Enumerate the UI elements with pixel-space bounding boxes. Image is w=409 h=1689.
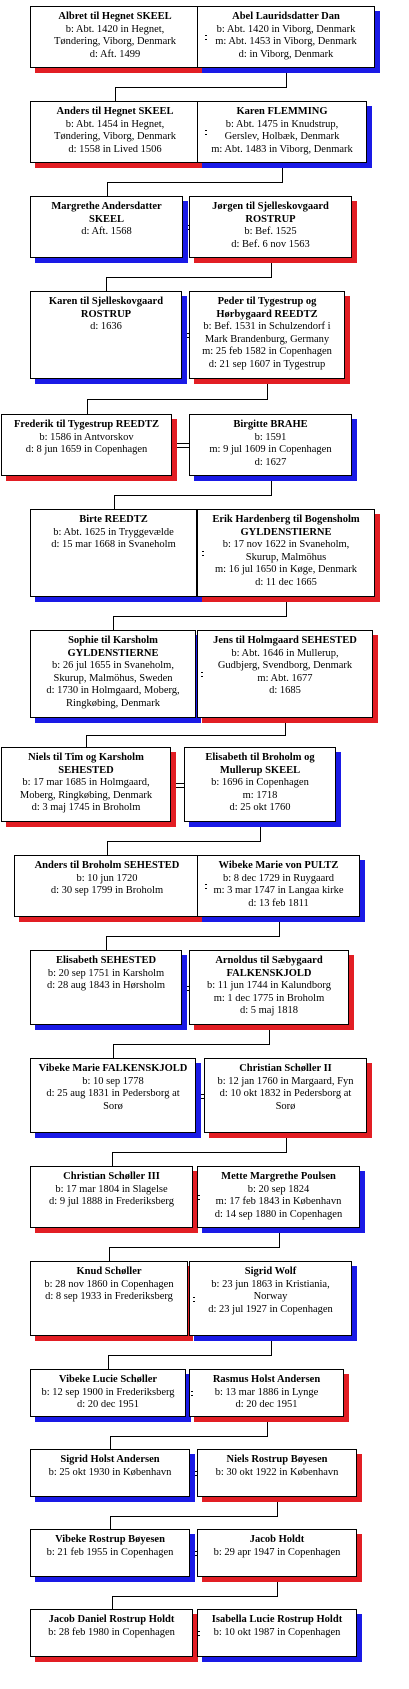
person-detail: d: 1685 [269,685,301,696]
person-detail: d: 11 dec 1665 [255,576,317,588]
marriage-line [191,1391,193,1392]
person-name: Arnoldus til Sæbygaard FALKENSKJOLD [215,955,323,979]
person-detail: d: Aft. 1568 [81,226,132,237]
descent-line [106,936,280,937]
descent-line [112,1596,113,1609]
descent-line [110,1516,111,1529]
person-box[interactable] [189,291,345,379]
person-box[interactable] [14,855,200,917]
person-name: Mette Margrethe Poulsen [221,1171,336,1182]
person-box[interactable] [189,1261,352,1336]
person-detail: Mark Brandenburg, Germany [204,333,330,345]
person-detail: b: 30 okt 1922 in København [215,1466,339,1478]
person-box[interactable] [197,855,360,917]
person-detail: b: 17 mar 1804 in Slagelse [55,1183,168,1195]
marriage-line [191,1395,193,1396]
marriage-line [187,990,189,991]
person-name: Anders til Broholm SEHESTED [34,860,180,871]
person-detail: b: 1696 in Copenhagen [211,777,309,788]
person-name: Jacob Daniel Rostrup Holdt [48,1614,175,1625]
marriage-line [177,443,189,444]
marriage-line [176,783,184,784]
person-detail: Moberg, Ringkøbing, Denmark [19,789,153,801]
marriage-line [201,1098,204,1099]
person-detail: b: 10 okt 1987 in Copenhagen [213,1626,341,1638]
person-name: Niels til Tim og Karsholm SEHESTED [28,752,144,776]
descent-line [279,1233,280,1247]
person-name: Sigrid Holst Andersen [60,1454,160,1465]
person-detail: m: 17 feb 1843 in København [215,1196,342,1207]
descent-line [109,1247,280,1248]
person-box[interactable] [184,747,336,822]
person-detail: Skurup, Malmöhus [245,551,327,563]
person-detail: m: Abt. 1453 in Viborg, Denmark [215,36,357,47]
marriage-line [198,1631,200,1632]
person-detail: b: 11 jun 1744 in Kalundborg [207,980,331,991]
person-detail: b: Abt. 1454 in Hegnet, [65,118,165,130]
person-box[interactable] [204,1058,367,1133]
descent-line [115,87,287,88]
person-detail: b: 17 mar 1685 in Holmgaard, [22,777,150,788]
descent-line [260,827,261,841]
person-name: Erik Hardenberg til Bogensholm GYLDENSTIERNE [212,514,360,538]
marriage-line [201,1094,204,1095]
person-name: Rasmus Holst Andersen [212,1374,321,1385]
person-detail: m: Abt. 1483 in Viborg, Denmark [211,143,353,155]
descent-line [86,735,286,736]
descent-line [285,723,286,735]
descent-line [267,1422,268,1436]
marriage-line [195,1475,197,1476]
person-detail: b: 25 okt 1930 in København [48,1466,172,1478]
person-box[interactable] [197,1529,357,1577]
marriage-line [198,1199,200,1200]
person-detail: b: 1591 [254,431,287,443]
person-box[interactable] [30,1529,190,1577]
marriage-line [195,1555,197,1556]
person-name: Birte REEDTZ [79,514,148,525]
person-name: Karen FLEMMING [236,106,328,117]
descent-line [108,1355,272,1356]
descent-line [107,841,108,855]
descent-line [109,1247,110,1261]
person-detail: d: 3 maj 1745 in Broholm [31,802,141,813]
person-detail: d: 23 jul 1927 in Copenhagen [208,1303,333,1315]
person-name: Jacob Holdt [249,1534,305,1545]
person-detail: d: 10 okt 1832 in Pedersborg at [219,1088,352,1099]
person-detail: d: 1558 in Lived 1506 [68,143,162,155]
marriage-line [201,672,203,673]
person-detail: Gudbjerg, Svendborg, Denmark [217,660,353,671]
person-detail: d: 21 sep 1607 in Tygestrup [208,358,326,370]
person-name: Isabella Lucie Rostrup Holdt [211,1614,343,1625]
descent-line [110,1516,278,1517]
descent-line [112,1152,113,1166]
descent-line [277,1502,278,1516]
marriage-line [193,1301,195,1302]
person-detail: b: 26 jul 1655 in Svaneholm, [52,660,174,671]
descent-line [107,182,283,183]
person-detail: d: 15 mar 1668 in Svaneholm [51,539,176,550]
person-detail: b: Abt. 1420 in Hegnet, [65,23,165,35]
marriage-line [188,225,190,226]
descent-line [271,1341,272,1355]
person-name: Karen til Sjelleskovgaard ROSTRUP [48,296,164,320]
person-detail: Tøndering, Viborg, Denmark [53,36,177,47]
person-detail: b: 10 sep 1778 [82,1075,144,1087]
marriage-line [195,1551,197,1552]
descent-line [271,263,272,277]
person-name: Anders til Hegnet SKEEL [56,106,174,117]
descent-line [114,495,115,509]
descent-line [86,735,87,747]
marriage-line [198,1635,200,1636]
person-box[interactable] [189,196,352,258]
person-box[interactable] [1,747,171,822]
marriage-line [187,337,189,338]
descent-line [114,495,272,496]
person-detail: b: Abt. 1475 in Knudstrup, [225,118,339,130]
person-detail: b: 17 nov 1622 in Svaneholm, [222,539,350,550]
person-box[interactable] [1,414,172,476]
marriage-line [205,39,207,40]
descent-line [107,841,261,842]
person-detail: b: 28 nov 1860 in Copenhagen [44,1278,174,1290]
descent-line [279,922,280,936]
person-box[interactable] [197,1449,357,1497]
person-detail: d: 8 sep 1933 in Frederiksberg [45,1291,173,1302]
person-detail: d: 20 dec 1951 [76,1399,140,1410]
descent-line [112,1152,287,1153]
marriage-line [202,555,204,556]
person-name: Christian Schøller III [63,1171,160,1182]
person-detail: Ringkøbing, Denmark [66,697,160,709]
person-detail: b: 10 jun 1720 [76,872,138,884]
person-box[interactable] [197,1166,360,1228]
person-name: Elisabeth til Broholm og Mullerup SKEEL [205,752,315,776]
person-box[interactable] [197,1609,357,1657]
marriage-line [176,787,184,788]
person-detail: b: 1586 in Antvorskov [39,431,134,443]
descent-line [113,616,287,617]
marriage-line [193,1297,195,1298]
person-detail: b: 13 mar 1886 in Lynge [214,1386,319,1398]
marriage-line [187,986,189,987]
person-detail: m: Abt. 1677 [257,672,313,684]
marriage-line [198,1195,200,1196]
person-name: Frederik til Tygestrup REEDTZ [14,419,159,430]
person-name: Knud Schøller [76,1266,142,1277]
person-detail: d: 28 aug 1843 in Hørsholm [46,980,166,991]
person-name: Wibeke Marie von PULTZ [218,860,339,871]
person-detail: b: Bef. 1525 [244,226,297,237]
person-detail: d: 20 dec 1951 [235,1399,298,1410]
descent-line [267,384,268,399]
descent-line [286,602,287,616]
descent-line [286,73,287,87]
marriage-line [195,1471,197,1472]
person-detail: d: 14 sep 1880 in Copenhagen [214,1208,343,1220]
person-detail: b: 12 sep 1900 in Frederiksberg [41,1386,175,1398]
descent-line [115,87,116,101]
person-box[interactable] [30,1166,193,1228]
person-box[interactable] [30,291,182,379]
person-name: Peder til Tygestrup og Hørbygaard REEDTZ [216,296,318,320]
person-detail: Sorø [275,1100,296,1112]
person-detail: b: 12 jan 1760 in Margaard, Fyn [217,1075,354,1087]
person-box[interactable] [30,196,183,258]
person-box[interactable] [197,509,375,597]
person-name: Birgitte BRAHE [233,419,308,430]
descent-line [282,168,283,182]
person-detail: d: Aft. 1499 [89,48,141,60]
marriage-line [201,676,203,677]
person-detail: b: 8 dec 1729 in Ruygaard [222,872,335,884]
person-detail: d: 30 sep 1799 in Broholm [50,885,164,896]
person-detail: b: 20 sep 1824 [247,1183,310,1195]
person-detail: b: Bef. 1531 in Schulzendorf i [203,321,331,332]
descent-line [106,936,107,950]
person-detail: b: Abt. 1420 in Viborg, Denmark [216,23,356,35]
person-name: Jens til Holmgaard SEHESTED [213,635,357,646]
descent-line [87,399,268,400]
person-detail: b: 23 jun 1863 in Kristiania, [211,1278,330,1290]
descent-line [106,277,107,291]
person-detail: b: 21 feb 1955 in Copenhagen [46,1546,174,1558]
person-box[interactable] [30,1261,188,1336]
person-detail: Tøndering, Viborg, Denmark [53,131,177,142]
descent-line [271,481,272,495]
person-name: Abel Lauridsdatter Dan [232,11,340,22]
marriage-line [187,333,189,334]
marriage-line [205,134,207,135]
person-detail: d: Bef. 6 nov 1563 [231,238,310,250]
person-detail: m: 3 mar 1747 in Langaa kirke [213,885,344,896]
descent-line [112,1596,278,1597]
person-detail: d: 25 aug 1831 in Pedersborg at [46,1088,180,1099]
person-box[interactable] [30,1449,190,1497]
person-detail: Skurup, Malmöhus, Sweden [53,672,173,684]
person-box[interactable] [189,414,352,476]
person-box[interactable] [197,101,367,163]
descent-line [110,1436,111,1449]
person-detail: d: 1636 [90,321,122,332]
person-name: Margrethe Andersdatter SKEEL [51,201,162,225]
person-name: Elisabeth SEHESTED [55,955,157,966]
person-detail: Norway [253,1291,288,1302]
person-detail: m: 1 dec 1775 in Broholm [213,992,325,1004]
descent-line [286,1138,287,1152]
person-box[interactable] [30,1609,193,1657]
person-name: Vibeke Lucie Schøller [58,1374,158,1385]
person-box[interactable] [30,6,200,68]
person-box[interactable] [30,630,196,718]
person-detail: Gerslev, Holbæk, Denmark [224,131,340,142]
person-detail: d: 25 okt 1760 [229,802,291,813]
person-box[interactable] [197,630,373,718]
person-detail: b: 29 apr 1947 in Copenhagen [213,1546,341,1558]
person-detail: d: 1627 [254,456,287,468]
person-box[interactable] [30,950,182,1025]
person-box[interactable] [30,509,197,597]
person-detail: m: 25 feb 1582 in Copenhagen [202,346,332,357]
descent-line [113,1044,114,1058]
person-box[interactable] [30,1058,196,1133]
marriage-line [205,35,207,36]
descent-line [108,1355,109,1369]
marriage-line [188,229,190,230]
person-detail: d: 9 jul 1888 in Frederiksberg [49,1196,174,1207]
marriage-line [205,888,207,889]
person-name: Vibeke Rostrup Bøyesen [55,1534,165,1545]
descent-line [106,277,272,278]
marriage-line [177,447,189,448]
person-name: Jørgen til Sjelleskovgaard ROSTRUP [212,201,329,225]
person-detail: d: 13 feb 1811 [248,897,309,909]
descent-line [113,1044,270,1045]
marriage-line [202,551,204,552]
person-box[interactable] [30,1369,186,1417]
person-detail: d: 8 jun 1659 in Copenhagen [25,444,148,455]
descent-line [113,616,114,630]
person-name: Niels Rostrup Bøyesen [226,1454,328,1465]
person-detail: b: 20 sep 1751 in Karsholm [47,967,165,979]
person-detail: b: Abt. 1646 in Mullerup, [231,647,339,659]
person-box[interactable] [197,6,375,68]
person-detail: d: in Viborg, Denmark [238,48,334,60]
person-name: Sigrid Wolf [244,1266,297,1277]
person-name: Vibeke Marie FALKENSKJOLD [38,1063,188,1074]
person-detail: Sorø [103,1100,123,1112]
person-detail: d: 5 maj 1818 [239,1005,299,1016]
person-name: Sophie til Karsholm GYLDENSTIERNE [67,635,159,659]
marriage-line [205,884,207,885]
marriage-line [205,130,207,131]
person-box[interactable] [189,950,349,1025]
person-detail: m: 9 jul 1609 in Copenhagen [209,444,332,455]
descent-line [87,399,88,414]
person-box[interactable] [189,1369,344,1417]
descent-line [110,1436,268,1437]
person-box[interactable] [30,101,200,163]
descent-line [107,182,108,196]
person-detail: b: 28 feb 1980 in Copenhagen [48,1626,175,1638]
person-detail: d: 1730 in Holmgaard, Moberg, [46,685,180,696]
person-name: Albret til Hegnet SKEEL [58,11,172,22]
person-detail: m: 16 jul 1650 in Køge, Denmark [214,564,358,575]
descent-line [269,1030,270,1044]
person-detail: m: 1718 [242,789,278,801]
person-detail: b: Abt. 1625 in Tryggevælde [53,526,174,538]
person-name: Christian Schøller II [239,1063,332,1074]
descent-line [277,1582,278,1596]
